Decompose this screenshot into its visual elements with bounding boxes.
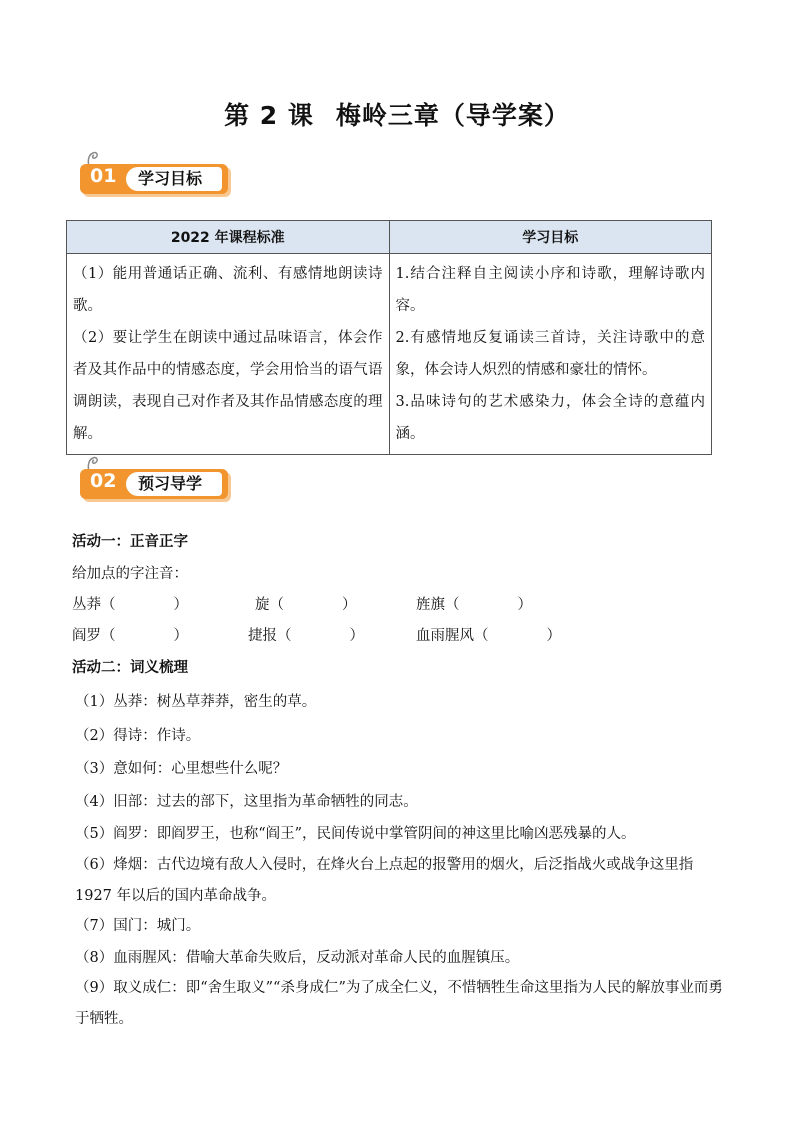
pinyin-blank[interactable]: 丛莽（ ） xyxy=(72,597,188,613)
list-item: （8）血雨腥风：借喻大革命失败后，反动派对革命人民的血腥镇压。 xyxy=(75,950,520,966)
table-header: 学习目标 xyxy=(389,221,712,254)
lesson-number: 第 2 课 xyxy=(224,101,314,130)
section-number: 01 xyxy=(90,165,117,187)
table-header: 2022 年课程标准 xyxy=(67,221,390,254)
section-number: 02 xyxy=(90,470,117,492)
table-cell-goals xyxy=(389,254,712,455)
list-item: （6）烽烟：古代边境有敌人入侵时，在烽火台上点起的报警用的烟火，后泛指战火或战争这里指 1927 年以后的国内革命战争。 xyxy=(75,857,694,904)
section-label: 学习目标 xyxy=(126,167,222,191)
list-item: （7）国门：城门。 xyxy=(75,918,201,934)
table-row xyxy=(67,254,712,455)
goal-item: 2.有感情地反复诵读三首诗，关注诗歌中的意象，体会诗人炽烈的情感和豪壮的情怀。 xyxy=(395,330,705,378)
list-item: （2）得诗：作诗。 xyxy=(75,728,201,744)
pinyin-blank[interactable]: 阎罗（ ） xyxy=(72,628,188,644)
list-item: （1）丛莽：树丛草莽莽，密生的草。 xyxy=(75,694,317,710)
activity1-heading: 活动一：正音正字 xyxy=(72,534,188,550)
section-label: 预习导学 xyxy=(126,472,222,496)
list-item: （4）旧部：过去的部下，这里指为革命牺牲的同志。 xyxy=(75,794,418,810)
goal-item: 1.结合注释自主阅读小序和诗歌，理解诗歌内容。 xyxy=(395,266,705,314)
goals-table xyxy=(66,220,712,455)
table-header-row xyxy=(67,221,712,254)
pinyin-blank[interactable]: 捷报（ ） xyxy=(248,628,364,644)
list-item: （3）意如何：心里想些什么呢？ xyxy=(75,761,288,777)
list-item: （9）取义成仁：即“舍生取义”“杀身成仁”为了成全仁义，不惜牺牲生命这里指为人民的解放事业而勇于牺牲。 xyxy=(75,980,723,1027)
standard-item: （1）能用普通话正确、流利、有感情地朗读诗歌。 xyxy=(73,266,383,314)
lesson-name: 梅岭三章（导学案） xyxy=(335,101,570,130)
page-title xyxy=(0,96,794,132)
pinyin-blank[interactable]: 旋（ ） xyxy=(255,597,357,613)
activity1-instruction: 给加点的字注音： xyxy=(72,566,188,582)
list-item: （5）阎罗：即阎罗王，也称“阎王”，民间传说中掌管阴间的神这里比喻凶恶残暴的人。 xyxy=(75,826,636,842)
section-badge-goals xyxy=(80,150,232,196)
section-badge-preview xyxy=(80,455,232,501)
standard-item: （2）要让学生在朗读中通过品味语言，体会作者及其作品中的情感态度，学会用恰当的语气语调朗读，表现自己对作者及其作品情感态度的理解。 xyxy=(73,330,383,442)
activity2-heading: 活动二：词义梳理 xyxy=(72,660,188,676)
table-cell-standard xyxy=(67,254,390,455)
goal-item: 3.品味诗句的艺术感染力，体会全诗的意蕴内涵。 xyxy=(395,394,705,442)
pinyin-blank[interactable]: 旌旗（ ） xyxy=(416,597,532,613)
pinyin-blank[interactable]: 血雨腥风（ ） xyxy=(416,628,561,644)
